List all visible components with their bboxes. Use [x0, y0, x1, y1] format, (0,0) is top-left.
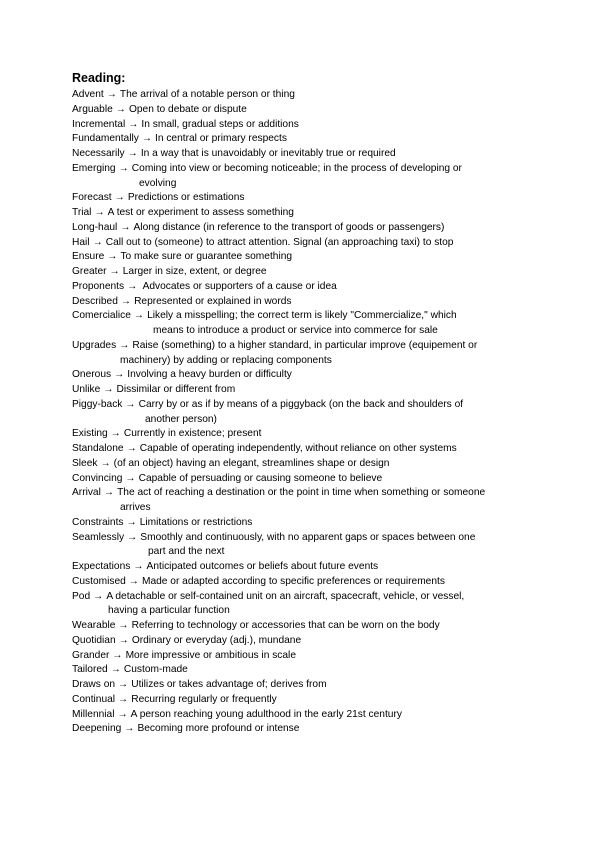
vocab-definition: Represented or explained in words: [134, 295, 292, 307]
arrow-icon: →: [112, 649, 123, 661]
vocab-definition-continued: part and the next: [148, 546, 225, 558]
vocab-definition: The arrival of a notable person or thing: [119, 89, 295, 100]
vocab-entry: [72, 708, 542, 723]
vocab-entry: [72, 663, 542, 678]
arrow-icon: →: [117, 708, 128, 720]
vocab-term: Greater: [72, 266, 107, 277]
arrow-icon: →: [119, 339, 130, 351]
arrow-icon: →: [127, 280, 138, 292]
vocab-term: Described: [72, 295, 118, 307]
arrow-icon: →: [133, 561, 144, 572]
arrow-icon: →: [118, 679, 129, 690]
vocab-entry: [72, 250, 542, 265]
vocab-term: Convincing: [72, 472, 123, 484]
vocab-definition: Coming into view or becoming noticeable; in the process of developing or: [131, 162, 462, 174]
arrow-icon: →: [94, 207, 105, 218]
vocab-definition-continued: means to introduce a product or service into commerce for sale: [153, 325, 438, 336]
vocab-entry: [72, 678, 542, 693]
vocab-entry: [72, 339, 542, 369]
arrow-icon: →: [114, 192, 125, 204]
vocab-term: Long-haul: [72, 221, 118, 233]
vocab-entry: [72, 486, 542, 516]
vocab-entry: [72, 619, 542, 634]
vocab-term: Tailored: [72, 664, 108, 676]
vocab-definition: Capable of operating independently, without reliance on other systems: [139, 443, 457, 454]
vocab-entry: [72, 457, 542, 472]
vocab-entry: [72, 575, 542, 590]
vocab-definition: Larger in size, extent, or degree: [122, 266, 267, 277]
vocab-definition-continued: having a particular function: [108, 605, 230, 617]
vocab-entry: [72, 531, 542, 561]
vocab-term: Necessarily: [72, 148, 125, 159]
vocab-definition: Recurring regularly or frequently: [131, 693, 277, 705]
vocab-term: Incremental: [72, 118, 126, 130]
arrow-icon: →: [126, 516, 137, 528]
vocab-definition: The act of reaching a destination or the point in time when something or someone: [117, 487, 486, 499]
vocab-term: Standalone: [72, 443, 124, 454]
vocab-definition: Becoming more profound or intense: [137, 723, 300, 735]
vocab-definition: More impressive or ambitious in scale: [125, 649, 296, 661]
vocab-entry: [72, 442, 542, 457]
vocab-term: Sleek: [72, 457, 98, 469]
vocab-entry: [72, 472, 542, 487]
arrow-icon: →: [120, 221, 131, 233]
arrow-icon: →: [100, 457, 111, 469]
arrow-icon: →: [125, 398, 136, 410]
vocab-term: Proponents: [72, 280, 125, 292]
vocab-term: Seamlessly: [72, 531, 125, 543]
vocab-definition: Capable of persuading or causing someone to believe: [138, 472, 383, 484]
vocab-entry: [72, 383, 542, 398]
vocab-term: Existing: [72, 428, 108, 440]
vocab-term: Wearable: [72, 620, 116, 631]
arrow-icon: →: [110, 428, 121, 440]
vocab-entry: [72, 722, 542, 737]
vocab-term: Unlike: [72, 384, 101, 395]
vocab-definition: Involving a heavy burden or difficulty: [127, 369, 292, 381]
arrow-icon: →: [118, 162, 129, 174]
vocab-entry: [72, 649, 542, 664]
vocab-entry: [72, 309, 542, 339]
vocab-definition: (of an object) having an elegant, streamlines shape or design: [113, 457, 390, 469]
vocab-entry: [72, 427, 542, 442]
vocab-definition: Likely a misspelling; the correct term is likely "Commercialize," which: [147, 310, 457, 322]
vocab-entry: [72, 147, 542, 162]
arrow-icon: →: [120, 295, 132, 307]
vocab-entry: [72, 516, 542, 531]
vocab-entry: [72, 132, 542, 147]
vocab-term: Comercialice: [72, 310, 131, 322]
vocab-definition: In small, gradual steps or additions: [141, 118, 299, 130]
vocab-definition: Smoothly and continuously, with no apparent gaps or spaces between one: [140, 531, 476, 543]
vocab-term: Continual: [72, 693, 116, 705]
vocab-term: Expectations: [72, 561, 131, 572]
vocab-entry: [72, 398, 542, 428]
arrow-icon: →: [109, 266, 120, 277]
vocab-entry: [72, 118, 542, 133]
vocab-term: Grander: [72, 649, 110, 661]
vocab-term: Forecast: [72, 192, 112, 204]
vocab-term: Ensure: [72, 251, 105, 263]
arrow-icon: →: [125, 472, 136, 484]
vocab-definition: Custom-made: [123, 664, 188, 676]
arrow-icon: →: [110, 664, 121, 676]
vocab-term: Upgrades: [72, 339, 117, 351]
arrow-icon: →: [127, 531, 138, 543]
vocab-definition-continued: arrives: [120, 502, 151, 513]
vocab-definition: Made or adapted according to specific preferences or requirements: [141, 575, 445, 587]
vocab-definition: To make sure or guarantee something: [120, 251, 293, 263]
vocab-definition: Carry by or as if by means of a piggyback (on the back and shoulders of: [138, 398, 464, 410]
arrow-icon: →: [106, 89, 117, 100]
vocab-definition: Currently in existence; present: [123, 428, 262, 440]
arrow-icon: →: [114, 369, 125, 381]
vocab-term: Deepening: [72, 723, 122, 735]
vocab-entry: [72, 221, 542, 236]
arrow-icon: →: [118, 620, 129, 631]
arrow-icon: →: [127, 148, 138, 159]
vocab-entry: [72, 265, 542, 280]
vocab-term: Arrival: [72, 487, 101, 499]
arrow-icon: →: [92, 236, 103, 248]
vocab-entry: [72, 162, 542, 192]
section-heading: Reading:: [72, 71, 126, 85]
vocab-definition: Advocates or supporters of a cause or idea: [140, 280, 337, 292]
vocab-entry: [72, 560, 542, 575]
vocab-definition: Ordinary or everyday (adj.), mundane: [131, 634, 302, 646]
vocab-term: Constraints: [72, 516, 124, 528]
vocab-term: Onerous: [72, 369, 112, 381]
vocab-term: Trial: [72, 207, 92, 218]
vocab-definition: Referring to technology or accessories that can be worn on the body: [131, 620, 440, 631]
arrow-icon: →: [141, 133, 153, 145]
vocab-entry: [72, 191, 542, 206]
vocab-definition: Raise (something) to a higher standard, in particular improve (equipement or: [132, 339, 478, 351]
arrow-icon: →: [126, 443, 137, 454]
vocab-term: Millennial: [72, 708, 115, 720]
vocab-definition: A person reaching young adulthood in the early 21st century: [130, 708, 402, 720]
vocabulary-list: [72, 88, 542, 737]
arrow-icon: →: [93, 590, 104, 602]
vocab-entry: [72, 206, 542, 221]
arrow-icon: →: [133, 310, 145, 322]
vocab-entry: [72, 634, 542, 649]
arrow-icon: →: [107, 251, 118, 263]
document-page: [72, 70, 542, 737]
vocab-definition: Dissimilar or different from: [116, 384, 236, 395]
vocab-entry: [72, 590, 542, 620]
vocab-term: Fundamentally: [72, 133, 139, 145]
arrow-icon: →: [115, 103, 126, 115]
vocab-definition: Utilizes or takes advantage of; derives from: [131, 679, 327, 690]
vocab-term: Piggy-back: [72, 398, 123, 410]
vocab-definition: Limitations or restrictions: [139, 516, 253, 528]
arrow-icon: →: [128, 575, 139, 587]
vocab-definition: A test or experiment to assess something: [107, 207, 294, 218]
vocab-definition-continued: evolving: [139, 177, 177, 189]
vocab-definition: Open to debate or dispute: [128, 103, 247, 115]
vocab-entry: [72, 295, 542, 310]
vocab-definition: Call out to (someone) to attract attention. Signal (an approaching taxi) to stop: [105, 236, 454, 248]
arrow-icon: →: [118, 634, 129, 646]
arrow-icon: →: [103, 487, 115, 499]
vocab-definition: Predictions or estimations: [127, 192, 245, 204]
arrow-icon: →: [118, 693, 129, 705]
arrow-icon: →: [124, 723, 135, 735]
vocab-entry: [72, 236, 542, 251]
vocab-entry: [72, 368, 542, 383]
vocab-definition: A detachable or self-contained unit on an aircraft, spacecraft, vehicle, or vessel,: [106, 590, 465, 602]
arrow-icon: →: [128, 118, 139, 130]
vocab-entry: [72, 280, 542, 295]
vocab-term: Arguable: [72, 103, 113, 115]
vocab-term: Advent: [72, 89, 104, 100]
vocab-definition: Along distance (in reference to the transport of goods or passengers): [133, 221, 445, 233]
vocab-entry: [72, 693, 542, 708]
vocab-definition: Anticipated outcomes or beliefs about future events: [146, 561, 379, 572]
vocab-term: Emerging: [72, 162, 116, 174]
vocab-term: Quotidian: [72, 634, 116, 646]
vocab-term: Hail: [72, 236, 90, 248]
vocab-definition: In a way that is unavoidably or inevitably true or required: [140, 148, 396, 159]
vocab-definition-continued: another person): [145, 413, 217, 425]
vocab-term: Draws on: [72, 679, 116, 690]
vocab-definition: In central or primary respects: [155, 133, 287, 145]
vocab-entry: [72, 88, 542, 103]
arrow-icon: →: [103, 384, 114, 395]
vocab-definition-continued: machinery) by adding or replacing components: [120, 354, 332, 366]
vocab-term: Pod: [72, 590, 91, 602]
vocab-entry: [72, 103, 542, 118]
vocab-term: Customised: [72, 575, 126, 587]
